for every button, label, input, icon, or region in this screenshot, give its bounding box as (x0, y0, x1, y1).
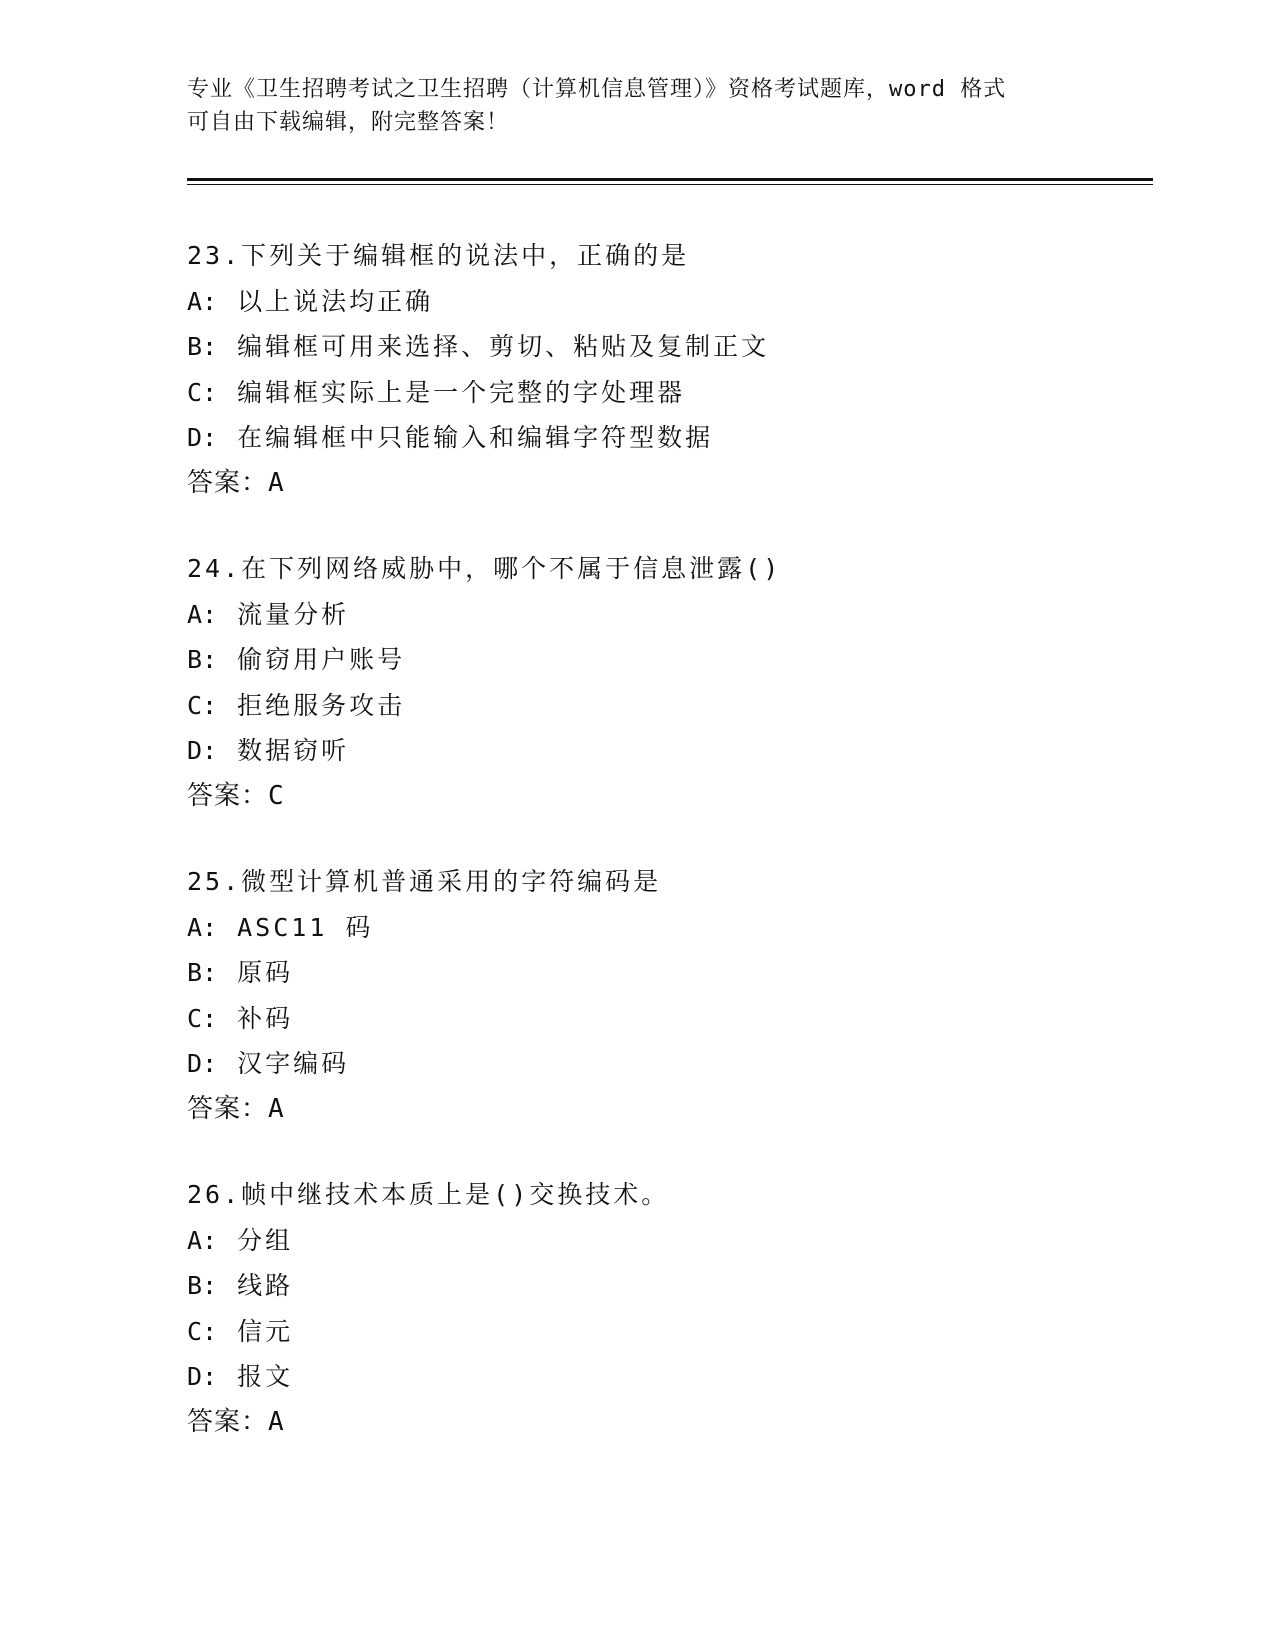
header-line-2: 可自由下载编辑，附完整答案！ (187, 110, 510, 135)
option-text: 编辑框可用来选择、剪切、粘贴及复制正文 (237, 332, 770, 361)
document-header (187, 73, 1087, 139)
option-letter: D: (187, 1049, 218, 1078)
option-d (187, 728, 1153, 774)
answer-label: 答案： (187, 1406, 269, 1437)
option-text: 补码 (237, 1003, 294, 1033)
option-letter: A: (187, 286, 218, 316)
question-23 (187, 233, 1153, 506)
header-divider-thick (187, 178, 1153, 181)
option-b (187, 1263, 1153, 1309)
option-letter: A: (187, 912, 218, 942)
question-25 (187, 859, 1153, 1132)
option-letter: D: (187, 1362, 218, 1391)
header-line-1: 专业《卫生招聘考试之卫生招聘（计算机信息管理）》资格考试题库，word 格式 (187, 77, 1007, 102)
option-b (187, 950, 1153, 996)
question-26 (187, 1172, 1153, 1445)
option-text: ASC11 码 (237, 912, 374, 942)
option-d (187, 1041, 1153, 1087)
option-letter: B: (187, 1271, 218, 1300)
option-text: 线路 (237, 1271, 294, 1300)
answer-line (187, 461, 1153, 507)
option-text: 原码 (237, 958, 294, 987)
answer-value: A (268, 1406, 285, 1437)
option-letter: C: (187, 690, 218, 720)
option-text: 在编辑框中只能输入和编辑字符型数据 (237, 423, 714, 452)
question-list (187, 233, 1153, 1485)
option-letter: B: (187, 332, 218, 361)
option-a (187, 592, 1153, 638)
option-letter: A: (187, 599, 218, 629)
option-letter: B: (187, 958, 218, 987)
option-letter: D: (187, 736, 218, 765)
answer-line (187, 1400, 1153, 1446)
answer-label: 答案： (187, 780, 269, 811)
option-letter: A: (187, 1225, 218, 1255)
option-text: 汉字编码 (237, 1049, 350, 1078)
question-24 (187, 546, 1153, 819)
question-stem: 23.下列关于编辑框的说法中，正确的是 (187, 241, 690, 270)
option-letter: B: (187, 645, 218, 674)
option-a (187, 905, 1153, 951)
question-stem: 26.帧中继技术本质上是()交换技术。 (187, 1180, 670, 1209)
option-text: 分组 (237, 1225, 294, 1255)
option-text: 信元 (237, 1316, 294, 1346)
option-text: 拒绝服务攻击 (237, 690, 406, 720)
option-text: 报文 (237, 1362, 294, 1391)
option-a (187, 279, 1153, 325)
answer-value: A (268, 467, 285, 498)
answer-line (187, 774, 1153, 820)
option-b (187, 637, 1153, 683)
option-c (187, 996, 1153, 1042)
option-letter: C: (187, 1003, 218, 1033)
option-a (187, 1218, 1153, 1264)
option-text: 编辑框实际上是一个完整的字处理器 (237, 377, 686, 407)
option-d (187, 415, 1153, 461)
option-text: 流量分析 (237, 599, 350, 629)
option-c (187, 370, 1153, 416)
option-text: 偷窃用户账号 (237, 645, 406, 674)
option-c (187, 683, 1153, 729)
option-text: 以上说法均正确 (237, 286, 434, 316)
option-letter: C: (187, 1316, 218, 1346)
option-d (187, 1354, 1153, 1400)
answer-label: 答案： (187, 467, 269, 498)
question-stem: 24.在下列网络威胁中，哪个不属于信息泄露() (187, 554, 782, 583)
answer-value: A (268, 1093, 285, 1124)
answer-label: 答案： (187, 1093, 269, 1124)
option-c (187, 1309, 1153, 1355)
answer-line (187, 1087, 1153, 1133)
answer-value: C (268, 780, 285, 811)
option-letter: D: (187, 423, 218, 452)
header-divider-thin (187, 184, 1153, 185)
option-text: 数据窃听 (237, 736, 350, 765)
option-b (187, 324, 1153, 370)
option-letter: C: (187, 377, 218, 407)
question-stem: 25.微型计算机普通采用的字符编码是 (187, 867, 662, 896)
